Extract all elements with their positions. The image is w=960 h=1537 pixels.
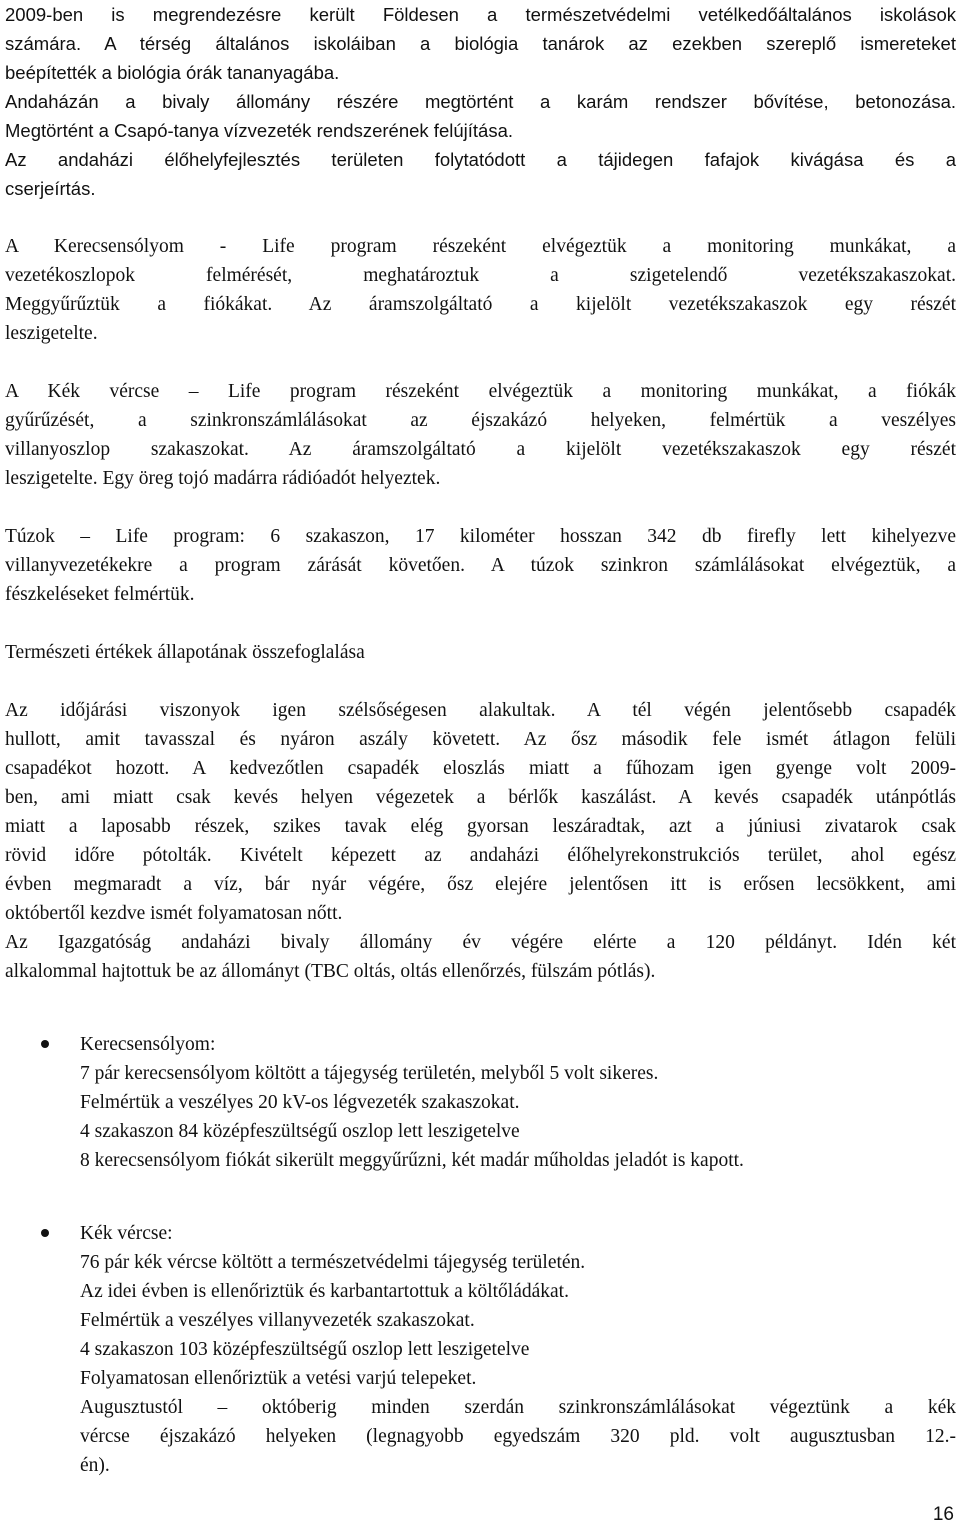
bullet-title: Kerecsensólyom: (80, 1034, 216, 1055)
text-line: Meggyűrűztük a fiókákat. Az áramszolgáltató a kijelölt vezetékszakaszok egy részét (5, 294, 956, 315)
text-line: Andaházán a bivaly állomány részére megtörtént a karám rendszer bővítése, betonozása. (5, 91, 956, 112)
text-line: fészkeléseket felmértük. (5, 584, 195, 605)
bullet-line: 4 szakaszon 84 középfeszültségű oszlop lett leszigetelve (80, 1121, 520, 1142)
bullet-title: Kék vércse: (80, 1223, 173, 1244)
bullet-line: vércse éjszakázó helyeken (legnagyobb egyedszám 320 pld. volt augusztusban 12.- (80, 1426, 956, 1447)
text-line: csapadékot hozott. A kedvezőtlen csapadék eloszlás miatt a fűhozam igen gyenge volt 2009- (5, 758, 956, 779)
bullet-icon (41, 1229, 49, 1237)
bullet-item-kerecsensolyom (5, 1030, 956, 1175)
text-line: 2009-ben is megrendezésre került Földesen a természetvédelmi vetélkedőáltalános iskolások (5, 4, 956, 25)
paragraph-tuzok-life (5, 522, 956, 609)
paragraph-kek-vercse-life (5, 377, 956, 493)
bullet-line: Felmértük a veszélyes villanyvezeték szakaszokat. (80, 1310, 475, 1331)
text-line: vezetékoszlopok felmérését, meghatároztuk a szigetelendő vezetékszakaszokat. (5, 265, 956, 286)
text-line: évben megmaradt a víz, bár nyár végére, ősz elejére jelentősen itt is erősen lecsökkent, ami (5, 874, 956, 895)
text-line: Az andaházi élőhelyfejlesztés területen folytatódott a tájidegen fafajok kivágása és a (5, 149, 956, 170)
text-line: Megtörtént a Csapó-tanya vízvezeték rendszerének felújítása. (5, 120, 513, 141)
bullet-item-kek-vercse (5, 1219, 956, 1480)
text-line: villanyoszlop szakaszokat. Az áramszolgáltató a kijelölt vezetékszakaszok egy részét (5, 439, 956, 460)
bullet-line: Augusztustól – októberig minden szerdán szinkronszámlálásokat végeztünk a kék (80, 1397, 956, 1418)
bullet-line: 7 pár kerecsensólyom költött a tájegység területén, melyből 5 volt sikeres. (80, 1063, 659, 1084)
bullet-line: 4 szakaszon 103 középfeszültségű oszlop lett leszigetelve (80, 1339, 530, 1360)
text-line: gyűrűzését, a szinkronszámlálásokat az éjszakázó helyeken, felmértük a veszélyes (5, 410, 956, 431)
text-line: ben, ami miatt csak kevés helyen végezetek a bérlők kaszálást. A kevés csapadék utánpótlás (5, 787, 956, 808)
bullet-line: én). (80, 1455, 110, 1476)
bullet-line: Folyamatosan ellenőriztük a vetési varjú telepeket. (80, 1368, 477, 1389)
text-line: leszigetelte. Egy öreg tojó madárra rádióadót helyeztek. (5, 468, 441, 489)
document-page (5, 0, 956, 1480)
text-line: miatt a laposabb részek, szikes tavak elég gyorsan leszáradtak, azt a júniusi zivatarok csak (5, 816, 956, 837)
text-line: A Kerecsensólyom - Life program részeként elvégeztük a monitoring munkákat, a (5, 236, 956, 257)
text-line: rövid időre pótolták. Kivételt képezett az andaházi élőhelyrekonstrukciós terület, ahol egész (5, 845, 956, 866)
text-line: cserjeírtás. (5, 178, 96, 199)
bullet-line: 76 pár kék vércse költött a természetvédelmi tájegység területén. (80, 1252, 586, 1273)
text-line: Túzok – Life program: 6 szakaszon, 17 kilométer hosszan 342 db firefly lett kihelyezve (5, 526, 956, 547)
text-line: A Kék vércse – Life program részeként elvégeztük a monitoring munkákat, a fiókák (5, 381, 956, 402)
text-line: számára. A térség általános iskoláiban a biológia tanárok az ezekben szereplő ismereteket (5, 33, 956, 54)
text-line: alkalommal hajtottuk be az állományt (TBC oltás, oltás ellenőrzés, fülszám pótlás). (5, 961, 656, 982)
text-line: leszigetelte. (5, 323, 98, 344)
bullet-line: Az idei évben is ellenőriztük és karbantartottuk a költőládákat. (80, 1281, 569, 1302)
bullet-line: Felmértük a veszélyes 20 kV-os légvezeték szakaszokat. (80, 1092, 520, 1113)
section-heading: Természeti értékek állapotának összefoglalása (5, 642, 365, 663)
text-line: Az Igazgatóság andaházi bivaly állomány év végére elérte a 120 példányt. Idén két (5, 932, 956, 953)
paragraph-activities (5, 0, 956, 203)
text-line: októbertől kezdve ismét folyamatosan nőtt. (5, 903, 343, 924)
paragraph-kerecsen-life (5, 232, 956, 348)
text-line: Az időjárási viszonyok igen szélsőségesen alakultak. A tél végén jelentősebb csapadék (5, 700, 956, 721)
bullet-icon (41, 1040, 49, 1048)
text-line: beépítették a biológia órák tananyagába. (5, 62, 340, 83)
bullet-line: 8 kerecsensólyom fiókát sikerült meggyűrűzni, két madár műholdas jeladót is kapott. (80, 1150, 744, 1171)
text-line: hullott, amit tavasszal és nyáron aszály követett. Az ősz második fele ismét átlagon felüli (5, 729, 956, 750)
text-line: villanyvezetékekre a program zárását követően. A túzok szinkron számlálásokat elvégeztük, a (5, 555, 956, 576)
page-number: 16 (932, 1504, 954, 1525)
paragraph-weather-summary (5, 696, 956, 986)
